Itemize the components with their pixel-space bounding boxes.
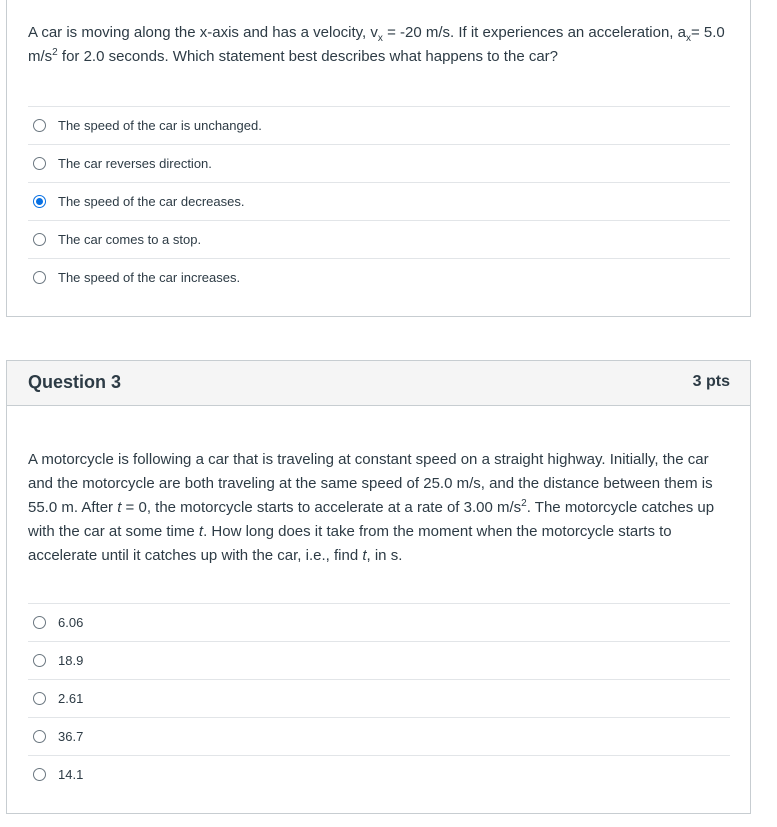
q2-text-segment: A car is moving along the x-axis and has a velocity, v [28,24,378,41]
answer-option[interactable] [28,144,730,182]
q3-text-segment: , in s. [366,547,403,564]
answer-label: The car comes to a stop. [58,232,202,247]
radio-button[interactable] [33,730,46,743]
radio-button[interactable] [33,271,46,284]
answer-option[interactable] [28,603,730,641]
radio-button[interactable] [33,616,46,629]
question-title: Question 3 [28,372,122,392]
answer-label: 6.06 [58,615,84,630]
q3-text-segment: . The motorcycle catches up with the car at some time [28,499,715,540]
question-3-text [28,448,730,568]
answer-label: 18.9 [58,653,84,668]
question-3-answers [28,603,730,793]
answer-label: 2.61 [58,691,84,706]
radio-button[interactable] [33,692,46,705]
radio-button[interactable] [33,119,46,132]
radio-button-checked[interactable] [33,195,46,208]
radio-button[interactable] [33,157,46,170]
q3-text-segment: A motorcycle is following a car that is traveling at constant speed on a straight highway. Initially, the car and the motorcycle are both traveling at the same speed of 25.0 m/s, and the distance between them is 55.0 m. After [28,451,713,516]
answer-label: The car reverses direction. [58,156,212,171]
t-variable: t [198,523,204,540]
answer-label: The speed of the car decreases. [58,194,245,209]
question-points: 3 pts [692,373,730,390]
answer-label: The speed of the car is unchanged. [58,118,262,133]
q3-text-segment: = 0, the motorcycle starts to accelerate at a rate of 3.00 m/s [121,499,522,516]
vx-subscript: x [377,33,383,44]
question-3-card [6,360,751,814]
radio-button[interactable] [33,233,46,246]
question-3-header [7,361,750,406]
answer-option[interactable] [28,679,730,717]
answer-option-selected[interactable] [28,182,730,220]
q3-superscript: 2 [521,498,527,509]
q3-text-segment: . How long does it take from the moment when the motorcycle starts to accelerate until it catches up with the car, i.e., find [28,523,672,564]
answer-option[interactable] [28,717,730,755]
t-variable: t [117,499,122,516]
ax-subscript: x [685,33,691,44]
t-variable: t [362,547,367,564]
radio-button[interactable] [33,768,46,781]
answer-option[interactable] [28,258,730,296]
answer-label: 14.1 [58,767,84,782]
question-2-answers [28,106,730,296]
q2-text-segment: = -20 m/s. If it experiences an acceleration, a [382,24,686,41]
answer-option[interactable] [28,641,730,679]
answer-option[interactable] [28,106,730,144]
answer-label: 36.7 [58,729,84,744]
answer-option[interactable] [28,755,730,793]
radio-button[interactable] [33,654,46,667]
q2-text-segment: = 5.0 m/s [28,24,725,65]
q2-superscript: 2 [52,47,58,58]
answer-label: The speed of the car increases. [58,270,241,285]
question-2-card [6,0,751,317]
answer-option[interactable] [28,220,730,258]
question-2-text [28,21,730,69]
q2-text-segment: for 2.0 seconds. Which statement best describes what happens to the car? [57,48,559,65]
